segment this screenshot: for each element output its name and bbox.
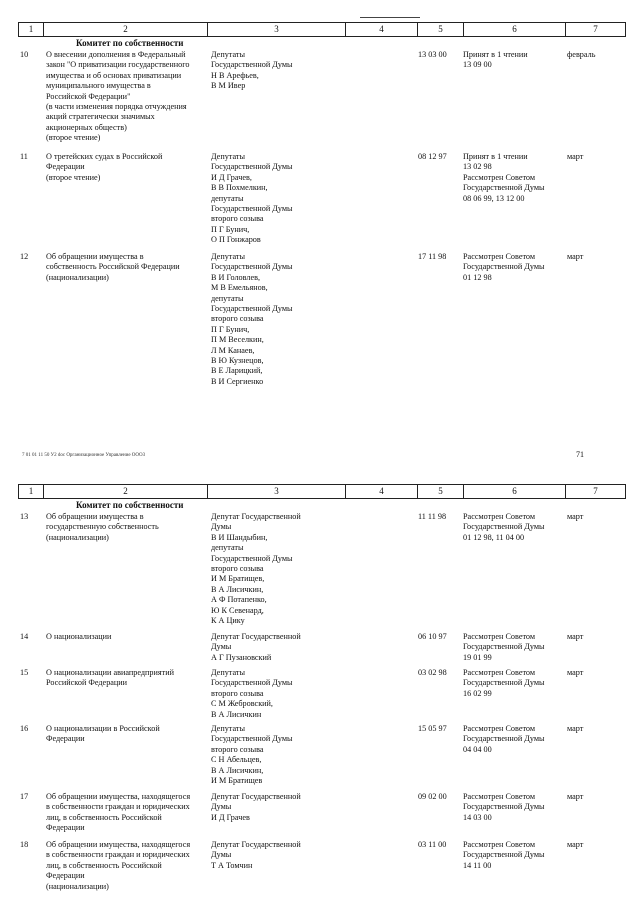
- submission-date: 09 02 00: [418, 792, 447, 801]
- status: [463, 50, 573, 71]
- status-line: Рассмотрен Советом: [463, 172, 536, 182]
- authors-line: В М Ивер: [211, 81, 246, 91]
- authors-line: С М Жебровский,: [211, 699, 273, 709]
- status-line: Рассмотрен Советом: [463, 512, 536, 521]
- authors-line: С Н Абельцев,: [211, 755, 262, 765]
- submission-date: 17 11 98: [418, 252, 447, 261]
- law-title: [46, 50, 206, 144]
- authors-line: В Ю Кузнецов,: [211, 356, 264, 366]
- authors-line: Ю К Севенард,: [211, 605, 264, 615]
- authors-line: Депутаты: [211, 50, 245, 59]
- authors-line: Депутаты: [211, 152, 245, 161]
- authors-line: депутаты: [211, 293, 244, 303]
- law-title-line: Российской Федерации": [46, 91, 131, 101]
- authors-line: Думы: [211, 850, 232, 860]
- header-col-7: 7: [565, 485, 625, 498]
- row-number: 15: [20, 668, 29, 677]
- law-title: [46, 252, 206, 283]
- planned-month: февраль: [567, 50, 596, 59]
- authors-line: И Д Грачев,: [211, 172, 252, 182]
- law-title-line: собственность Российской Федерации: [46, 262, 180, 272]
- law-title-line: О национализации авиапредприятий: [46, 668, 174, 677]
- authors-line: П М Веселкин,: [211, 335, 264, 345]
- law-title-line: Об обращении имущества в: [46, 512, 144, 521]
- law-title: [46, 512, 206, 543]
- planned-month: март: [567, 792, 584, 801]
- authors-line: М В Емельянов,: [211, 283, 268, 293]
- submission-date: 03 02 98: [418, 668, 447, 677]
- law-title-line: О национализации: [46, 632, 112, 641]
- row-number: 18: [20, 840, 29, 849]
- row-number: 17: [20, 792, 29, 801]
- authors-line: Государственной Думы: [211, 304, 293, 314]
- law-title: [46, 668, 206, 689]
- authors-line: второго созыва: [211, 214, 264, 224]
- header-col-6: 6: [463, 23, 565, 36]
- authors-line: П Г Бунич,: [211, 324, 250, 334]
- authors-line: В И Шандыбин,: [211, 532, 268, 542]
- law-title: [46, 152, 206, 183]
- planned-month: март: [567, 840, 584, 849]
- header-col-7: 7: [565, 23, 625, 36]
- status-line: 14 11 00: [463, 860, 492, 870]
- authors-line: Думы: [211, 522, 232, 532]
- table-header: [18, 484, 626, 499]
- law-title-line: муниципального имущества в: [46, 81, 151, 91]
- authors-line: И Д Грачев: [211, 812, 250, 822]
- planned-month: март: [567, 252, 584, 261]
- submission-date: 08 12 97: [418, 152, 447, 161]
- status-line: Государственной Думы: [463, 678, 545, 688]
- status: [463, 252, 573, 283]
- law-title-line: Федерации: [46, 734, 85, 744]
- authors: [211, 632, 341, 663]
- status-line: Государственной Думы: [463, 734, 545, 744]
- status-line: 01 12 98, 11 04 00: [463, 532, 525, 542]
- page-number: 71: [576, 450, 584, 459]
- law-title: [46, 840, 206, 892]
- law-title-line: О внесении дополнения в Федеральный: [46, 50, 186, 59]
- committee-heading: Комитет по собственности: [76, 500, 184, 510]
- authors-line: второго созыва: [211, 564, 264, 574]
- authors: [211, 152, 341, 246]
- status-line: Принят в 1 чтении: [463, 152, 528, 161]
- header-col-1: 1: [28, 486, 34, 496]
- authors-line: Государственной Думы: [211, 734, 293, 744]
- law-title-line: Об обращении имущества, находящегося: [46, 792, 191, 801]
- header-col-6: 6: [463, 485, 565, 498]
- authors-line: Депутат Государственной: [211, 512, 301, 521]
- status-line: Государственной Думы: [463, 850, 545, 860]
- submission-date: 15 05 97: [418, 724, 447, 733]
- submission-date: 03 11 00: [418, 840, 447, 849]
- authors-line: Депутат Государственной: [211, 632, 301, 641]
- authors-line: депутаты: [211, 543, 244, 553]
- row-number: 12: [20, 252, 29, 261]
- planned-month: март: [567, 668, 584, 677]
- authors-line: В А Лисичкин,: [211, 765, 264, 775]
- authors-line: второго созыва: [211, 688, 264, 698]
- status-line: Государственной Думы: [463, 262, 545, 272]
- status-line: Рассмотрен Советом: [463, 840, 536, 849]
- law-title-line: (второе чтение): [46, 133, 101, 143]
- status: [463, 668, 573, 699]
- law-title-line: Об обращении имущества, находящегося: [46, 840, 191, 849]
- authors-line: второго созыва: [211, 744, 264, 754]
- row-number: 14: [20, 632, 29, 641]
- planned-month: март: [567, 512, 584, 521]
- authors-line: второго созыва: [211, 314, 264, 324]
- row-number: 13: [20, 512, 29, 521]
- authors-line: Депутат Государственной: [211, 792, 301, 801]
- status-line: 16 02 99: [463, 688, 492, 698]
- law-title-line: (национализации): [46, 532, 109, 542]
- authors: [211, 512, 341, 626]
- law-title-line: акционерных обществ): [46, 122, 127, 132]
- status: [463, 512, 573, 543]
- law-title: [46, 632, 206, 642]
- header-col-3: 3: [207, 485, 345, 498]
- authors-line: А Г Пузановский: [211, 652, 272, 662]
- header-col-5: 5: [417, 23, 463, 36]
- submission-date: 11 11 98: [418, 512, 447, 521]
- authors-line: В А Лисичкин,: [211, 584, 264, 594]
- authors-line: Государственной Думы: [211, 553, 293, 563]
- law-title-line: О третейских судах в Российской: [46, 152, 163, 161]
- law-title: [46, 724, 206, 745]
- authors-line: В И Сергиенко: [211, 376, 264, 386]
- authors-line: В В Похмелкин,: [211, 183, 268, 193]
- authors-line: И М Братищев: [211, 776, 263, 786]
- law-title-line: государственную собственность: [46, 522, 159, 532]
- status-line: Рассмотрен Советом: [463, 668, 536, 677]
- law-title-line: Об обращении имущества в: [46, 252, 144, 261]
- status: [463, 152, 573, 204]
- status-line: Рассмотрен Советом: [463, 724, 536, 733]
- status: [463, 632, 573, 663]
- authors: [211, 50, 341, 92]
- law-title-line: О национализации в Российской: [46, 724, 160, 733]
- row-number: 16: [20, 724, 29, 733]
- authors-line: Депутаты: [211, 724, 245, 733]
- header-col-4: 4: [345, 485, 417, 498]
- submission-date: 13 03 00: [418, 50, 447, 59]
- authors: [211, 792, 341, 823]
- page-top-mark: [360, 17, 420, 18]
- row-number: 10: [20, 50, 29, 59]
- submission-date: 06 10 97: [418, 632, 447, 641]
- authors-line: Думы: [211, 642, 232, 652]
- status-line: 19 01 99: [463, 652, 492, 662]
- status-line: Рассмотрен Советом: [463, 252, 536, 261]
- authors-line: Государственной Думы: [211, 678, 293, 688]
- status-line: 04 04 00: [463, 744, 492, 754]
- status-line: 13 02 98: [463, 162, 492, 172]
- authors-line: О П Гонжаров: [211, 235, 261, 245]
- authors-line: Л М Канаев,: [211, 345, 255, 355]
- law-title-line: Российской Федерации: [46, 678, 128, 688]
- status: [463, 840, 573, 871]
- law-title-line: (второе чтение): [46, 172, 101, 182]
- table-header: [18, 22, 626, 37]
- planned-month: март: [567, 632, 584, 641]
- authors-line: Депутаты: [211, 668, 245, 677]
- header-col-5: 5: [417, 485, 463, 498]
- status-line: 13 09 00: [463, 60, 492, 70]
- header-col-4: 4: [345, 23, 417, 36]
- law-title-line: Федерации: [46, 823, 85, 833]
- status-line: 01 12 98: [463, 272, 492, 282]
- status: [463, 792, 573, 823]
- status-line: 14 03 00: [463, 812, 492, 822]
- law-title-line: Федерации: [46, 162, 85, 172]
- law-title-line: (в части изменения порядка отчуждения: [46, 102, 187, 112]
- law-title-line: лиц, в собственность Российской: [46, 812, 162, 822]
- status-line: 08 06 99, 13 12 00: [463, 193, 525, 203]
- header-col-1: 1: [28, 24, 34, 34]
- authors: [211, 252, 341, 387]
- authors: [211, 668, 341, 720]
- authors-line: К А Цику: [211, 616, 245, 626]
- law-title-line: Федерации: [46, 871, 85, 881]
- authors: [211, 724, 341, 786]
- authors-line: В А Лисичкин: [211, 709, 262, 719]
- law-title-line: (национализации): [46, 272, 109, 282]
- authors-line: Депутаты: [211, 252, 245, 261]
- law-title-line: в собственности граждан и юридических: [46, 850, 190, 860]
- header-col-2: 2: [43, 485, 207, 498]
- status-line: Государственной Думы: [463, 183, 545, 193]
- committee-heading: Комитет по собственности: [76, 38, 184, 48]
- law-title-line: закон "О приватизации государственного: [46, 60, 190, 70]
- authors-line: Государственной Думы: [211, 204, 293, 214]
- authors-line: В Е Ларицкий,: [211, 366, 263, 376]
- authors-line: И М Братищев,: [211, 574, 265, 584]
- row-number: 11: [20, 152, 28, 161]
- status-line: Рассмотрен Советом: [463, 792, 536, 801]
- planned-month: март: [567, 724, 584, 733]
- status-line: Государственной Думы: [463, 802, 545, 812]
- status-line: Принят в 1 чтении: [463, 50, 528, 59]
- law-title-line: имущества и об основах приватизации: [46, 70, 182, 80]
- header-col-3: 3: [207, 23, 345, 36]
- authors-line: Т А Томчин: [211, 860, 253, 870]
- document-page-bottom: [0, 478, 640, 900]
- authors: [211, 840, 341, 871]
- authors-line: А Ф Потапенко,: [211, 595, 267, 605]
- law-title: [46, 792, 206, 834]
- authors-line: Депутат Государственной: [211, 840, 301, 849]
- authors-line: Государственной Думы: [211, 162, 293, 172]
- planned-month: март: [567, 152, 584, 161]
- law-title-line: акций стратегически значимых: [46, 112, 155, 122]
- authors-line: Думы: [211, 802, 232, 812]
- law-title-line: лиц, в собственность Российской: [46, 860, 162, 870]
- status: [463, 724, 573, 755]
- authors-line: Государственной Думы: [211, 60, 293, 70]
- status-line: Государственной Думы: [463, 522, 545, 532]
- header-col-2: 2: [43, 23, 207, 36]
- page-footer: 7 01 01 11 50 У2 doc Организационное Управление ООО3: [22, 453, 146, 458]
- authors-line: депутаты: [211, 193, 244, 203]
- authors-line: Государственной Думы: [211, 262, 293, 272]
- authors-line: В И Головлев,: [211, 272, 261, 282]
- status-line: Государственной Думы: [463, 642, 545, 652]
- status-line: Рассмотрен Советом: [463, 632, 536, 641]
- authors-line: Н В Арефьев,: [211, 70, 259, 80]
- authors-line: П Г Бунич,: [211, 224, 250, 234]
- law-title-line: в собственности граждан и юридических: [46, 802, 190, 812]
- law-title-line: (национализации): [46, 881, 109, 891]
